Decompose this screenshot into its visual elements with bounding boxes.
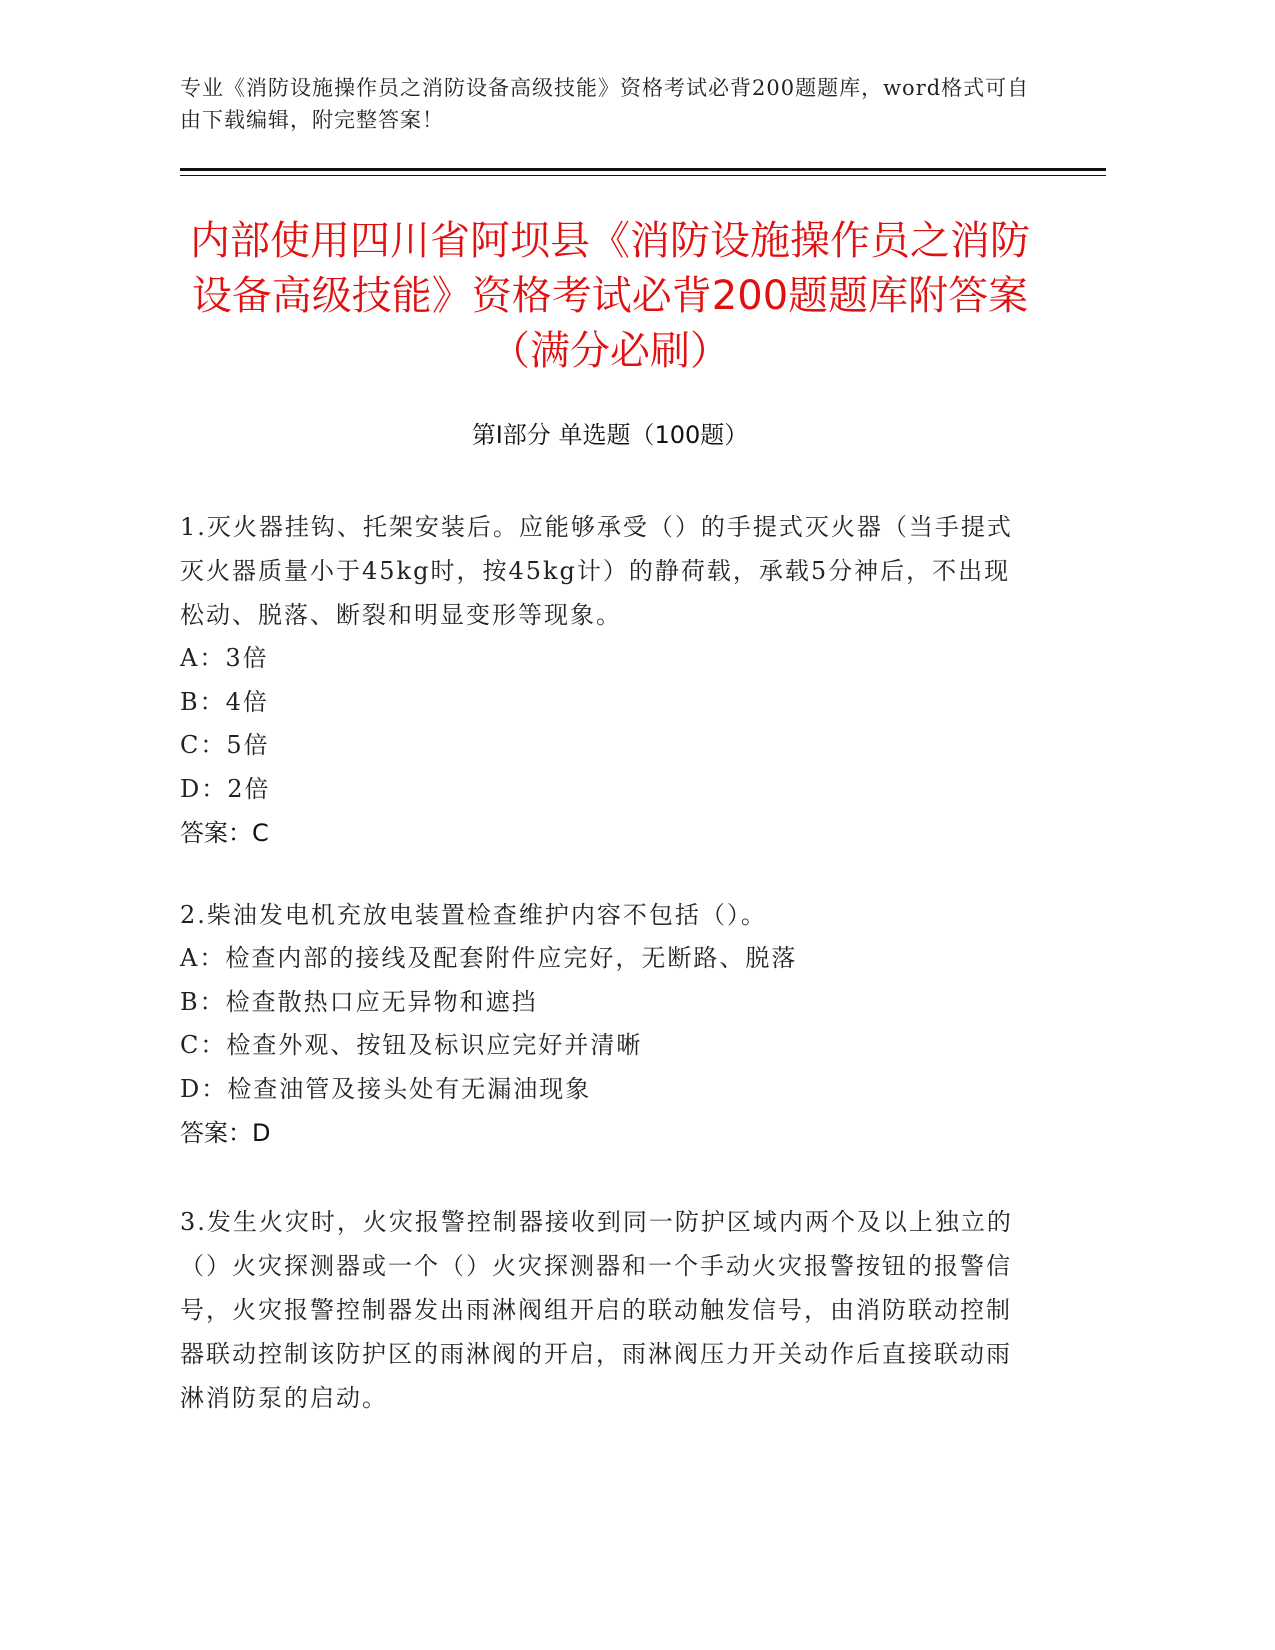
question-stem: 2.柴油发电机充放电装置检查维护内容不包括（）。 (180, 901, 767, 929)
answer: 答案：C (180, 819, 269, 847)
document-title: 内部使用四川省阿坝县《消防设施操作员之消防设备高级技能》资格考试必背200题题库附答案（满分必刷） (190, 218, 1030, 374)
question-stem: 1.灭火器挂钩、托架安装后。应能够承受（）的手提式灭火器（当手提式灭火器质量小于45kg时，按45kg计）的静荷载，承载5分神后，不出现松动、脱落、断裂和明显变形等现象。 (180, 513, 1013, 629)
section-heading: 第I部分 单选题（100题） (471, 421, 749, 449)
option-b: B：检查散热口应无异物和遮挡 (180, 987, 538, 1016)
option-a: A：3倍 (180, 644, 269, 672)
question-block (180, 893, 1020, 1155)
option-a: A：检查内部的接线及配套附件应完好，无断路、脱落 (180, 944, 798, 972)
header-note: 专业《消防设施操作员之消防设备高级技能》资格考试必背200题题库，word格式可自由下载编辑，附完整答案！ (180, 76, 1030, 132)
question-stem: 3.发生火灾时，火灾报警控制器接收到同一防护区域内两个及以上独立的（）火灾探测器或一个（）火灾探测器和一个手动火灾报警按钮的报警信号，火灾报警控制器发出雨淋阀组开启的联动触发信号，由消防联动控制器联动控制该防护区的雨淋阀的开启，雨淋阀压力开关动作后直接联动雨淋消防泵的启动。 (180, 1208, 1013, 1412)
option-b: B：4倍 (180, 687, 269, 716)
question-block (180, 505, 1020, 855)
option-d: D：2倍 (180, 774, 271, 803)
question-block (180, 1200, 1020, 1420)
header-divider-thin (180, 175, 1106, 176)
option-d: D：检查油管及接头处有无漏油现象 (180, 1074, 592, 1103)
header-divider-thick (180, 168, 1106, 171)
option-c: C：检查外观、按钮及标识应完好并清晰 (180, 1031, 643, 1059)
answer: 答案：D (180, 1119, 271, 1147)
option-c: C：5倍 (180, 731, 270, 759)
